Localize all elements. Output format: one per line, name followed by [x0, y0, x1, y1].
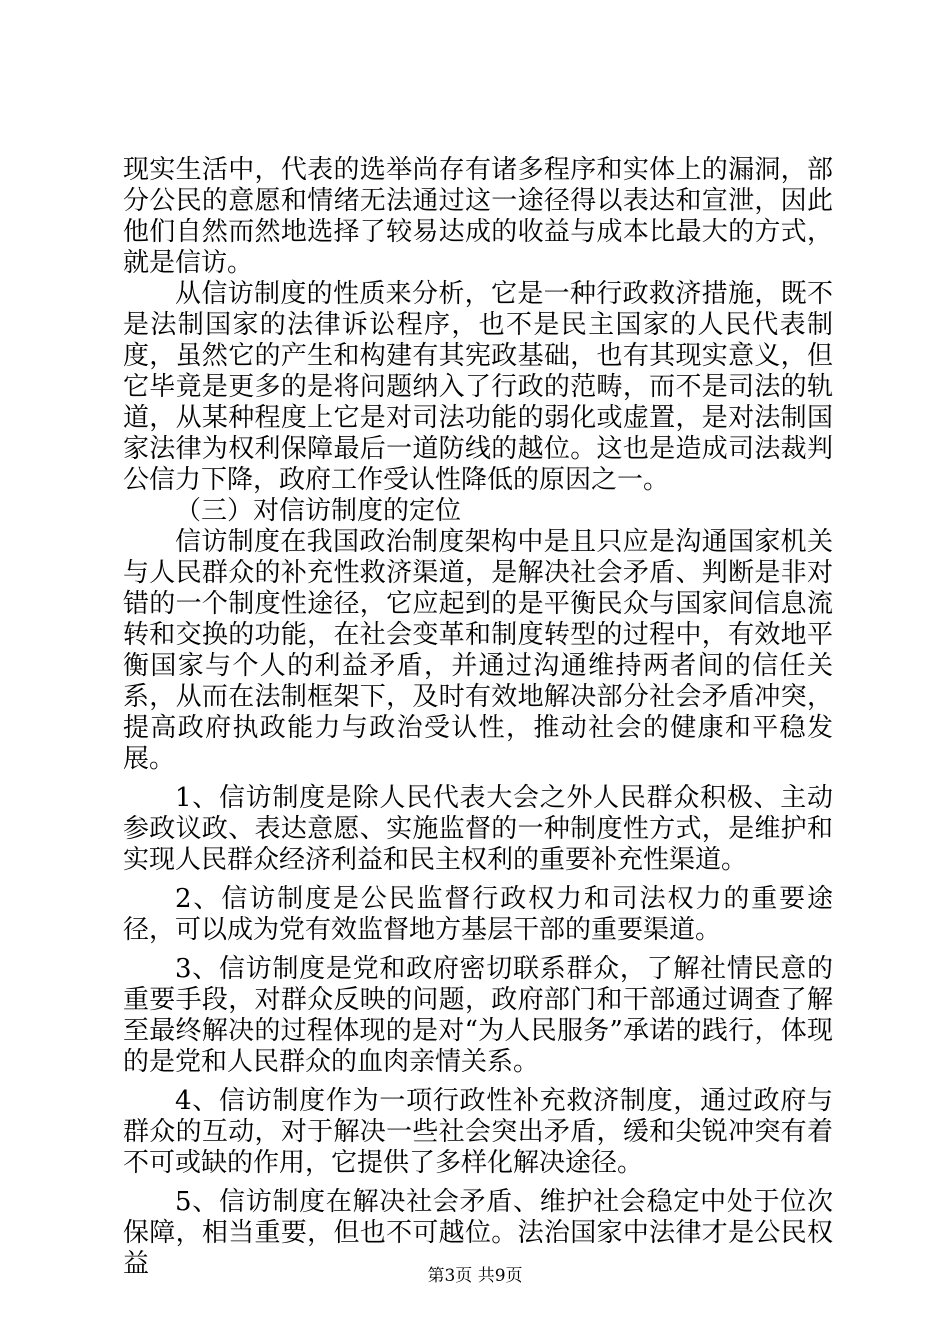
list-item-2: 2、信访制度是公民监督行政权力和司法权力的重要途径，可以成为党有效监督地方基层干部的重要渠道。 [123, 884, 833, 945]
document-body [123, 155, 833, 1280]
list-item-1: 1、信访制度是除人民代表大会之外人民群众积极、主动参政议政、表达意愿、实施监督的一种制度性方式，是维护和实现人民群众经济利益和民主权利的重要补充性渠道。 [123, 783, 833, 875]
list-item-5: 5、信访制度在解决社会矛盾、维护社会稳定中处于位次保障，相当重要，但也不可越位。法治国家中法律才是公民权益 [123, 1187, 833, 1279]
paragraph-1: 现实生活中，代表的选举尚存有诸多程序和实体上的漏洞，部分公民的意愿和情绪无法通过这一途径得以表达和宣泄，因此他们自然而然地选择了较易达成的收益与成本比最大的方式，就是信访。 [123, 155, 833, 278]
list-item-4: 4、信访制度作为一项行政性补充救济制度，通过政府与群众的互动，对于解决一些社会突出矛盾，缓和尖锐冲突有着不可或缺的作用，它提供了多样化解决途径。 [123, 1086, 833, 1178]
paragraph-3: 信访制度在我国政治制度架构中是且只应是沟通国家机关与人民群众的补充性救济渠道，是解决社会矛盾、判断是非对错的一个制度性途径，它应起到的是平衡民众与国家间信息流转和交换的功能，在社会变革和制度转型的过程中，有效地平衡国家与个人的利益矛盾，并通过沟通维持两者间的信任关系，从而在法制框架下，及时有效地解决部分社会矛盾冲突，提高政府执政能力与政治受认性，推动社会的健康和平稳发展。 [123, 527, 833, 774]
page-number: 第3页 共9页 [427, 1266, 523, 1286]
list-item-3: 3、信访制度是党和政府密切联系群众，了解社情民意的重要手段，对群众反映的问题，政府部门和干部通过调查了解至最终解决的过程体现的是对“为人民服务”承诺的践行，体现的是党和人民群众的血肉亲情关系。 [123, 954, 833, 1077]
section-heading: （三）对信访制度的定位 [175, 496, 462, 526]
paragraph-2: 从信访制度的性质来分析，它是一种行政救济措施，既不是法制国家的法律诉讼程序，也不是民主国家的人民代表制度，虽然它的产生和构建有其宪政基础，也有其现实意义，但它毕竟是更多的是将问题纳入了行政的范畴，而不是司法的轨道，从某种程度上它是对司法功能的弱化或虚置，是对法制国家法律为权利保障最后一道防线的越位。这也是造成司法裁判公信力下降，政府工作受认性降低的原因之一。 [123, 279, 833, 495]
